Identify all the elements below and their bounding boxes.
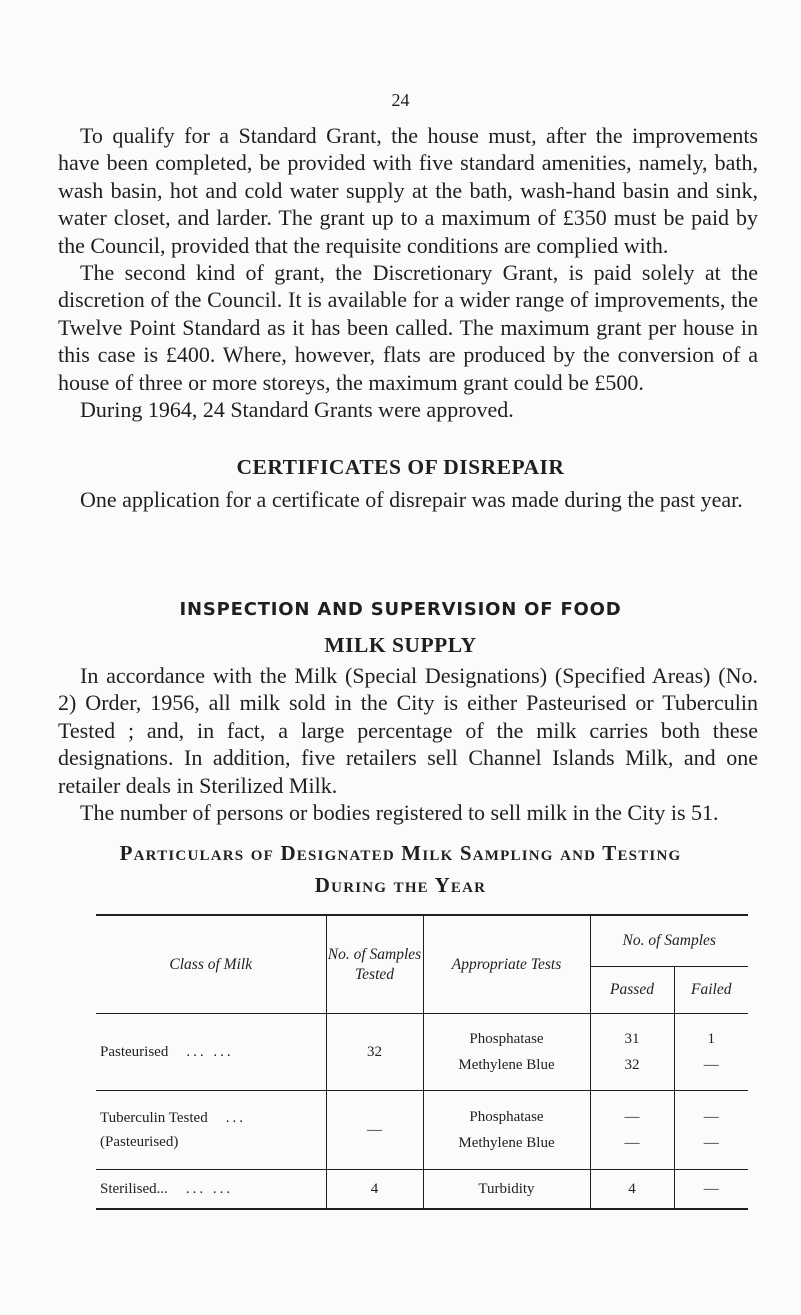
test-name: Methylene Blue — [458, 1057, 555, 1073]
header-appropriate-tests: Appropriate Tests — [423, 915, 590, 1014]
class-sublabel: (Pasteurised) — [100, 1134, 179, 1150]
grants-section — [58, 122, 758, 423]
certificates-paragraph: One application for a certificate of disrepair was made during the past year. — [80, 487, 743, 512]
leader-dots: ... — [225, 1110, 246, 1126]
table-row-pasteurised — [96, 1014, 748, 1091]
failed-value: — — [703, 1180, 719, 1197]
certificates-section — [58, 486, 758, 513]
failed-value: — — [703, 1109, 719, 1125]
header-class-of-milk: Class of Milk — [96, 915, 326, 1014]
class-cell — [96, 1170, 326, 1210]
header-samples-tested: No. of Samples Tested — [326, 915, 423, 1014]
passed-value: 4 — [590, 1170, 674, 1210]
milk-sampling-table — [96, 914, 748, 1210]
failed-cell — [674, 1014, 748, 1091]
passed-cell — [590, 1091, 674, 1170]
failed-value: 1 — [707, 1031, 715, 1047]
tested-cell: 32 — [326, 1014, 423, 1091]
registered-sellers-paragraph: The number of persons or bodies registered to sell milk in the City is 51. — [80, 800, 719, 826]
failed-value: — — [703, 1057, 719, 1073]
page-number: 24 — [391, 90, 410, 110]
class-label: Sterilised... — [100, 1180, 168, 1197]
approved-grants-paragraph: During 1964, 24 Standard Grants were approved. — [80, 397, 514, 423]
leader-dots: ... ... — [185, 1180, 234, 1197]
certificates-heading: CERTIFICATES OF DISREPAIR — [236, 455, 565, 479]
header-no-of-samples: No. of Samples — [590, 915, 748, 967]
test-name: Phosphatase — [469, 1031, 544, 1047]
header-failed: Failed — [674, 967, 748, 1014]
failed-cell — [674, 1091, 748, 1170]
milk-designations-paragraph: In accordance with the Milk (Special Designations) (Specified Areas) (No. 2) Order, 1956, all milk sold in the City is either Pasteurised or Tuberculin Tested ; and, in fact, a large percentage of the milk carries both these designations. In addition, five retailers sell Channel Islands Milk, and one retailer deals in Sterilized Milk. — [58, 663, 758, 798]
milk-supply-heading: MILK SUPPLY — [324, 633, 477, 657]
table-row-tuberculin — [96, 1091, 748, 1170]
table-row-sterilised — [96, 1170, 748, 1210]
passed-value: 31 — [624, 1031, 640, 1047]
tests-cell — [423, 1091, 590, 1170]
class-label: Tuberculin Tested — [100, 1110, 208, 1126]
test-name: Phosphatase — [469, 1109, 544, 1125]
class-label: Pasteurised — [100, 1043, 169, 1060]
inspection-heading: INSPECTION AND SUPERVISION OF FOOD — [179, 599, 622, 620]
table-title-line2: During the Year — [314, 873, 487, 897]
class-cell — [96, 1091, 326, 1170]
tests-cell — [423, 1014, 590, 1091]
failed-value: — — [703, 1135, 719, 1151]
header-passed: Passed — [590, 967, 674, 1014]
passed-value: 32 — [624, 1057, 640, 1073]
test-name: Turbidity — [423, 1170, 590, 1210]
tested-cell: — — [326, 1091, 423, 1170]
passed-value: — — [624, 1109, 640, 1125]
passed-cell — [590, 1014, 674, 1091]
test-name: Methylene Blue — [458, 1135, 555, 1151]
table-title-line1: Particulars of Designated Milk Sampling and Testing — [119, 841, 682, 865]
passed-value: — — [624, 1135, 640, 1151]
standard-grant-paragraph: To qualify for a Standard Grant, the house must, after the improvements have been completed, be provided with five standard amenities, namely, bath, wash basin, hot and cold water supply at the bath, wash-hand basin and sink, water closet, and larder. The grant up to a maximum of £350 must be paid by the Council, provided that the requisite conditions are complied with. — [58, 123, 758, 258]
class-cell — [96, 1014, 326, 1091]
milk-supply-section — [58, 662, 758, 826]
discretionary-grant-paragraph: The second kind of grant, the Discretionary Grant, is paid solely at the discretion of the Council. It is available for a wider range of improvements, the Twelve Point Standard as it has been called. The maximum grant per house in this case is £400. Where, however, flats are produced by the conversion of a house of three or more storeys, the maximum grant could be £500. — [58, 260, 758, 395]
tested-cell: 4 — [326, 1170, 423, 1210]
leader-dots: ... ... — [186, 1043, 234, 1060]
